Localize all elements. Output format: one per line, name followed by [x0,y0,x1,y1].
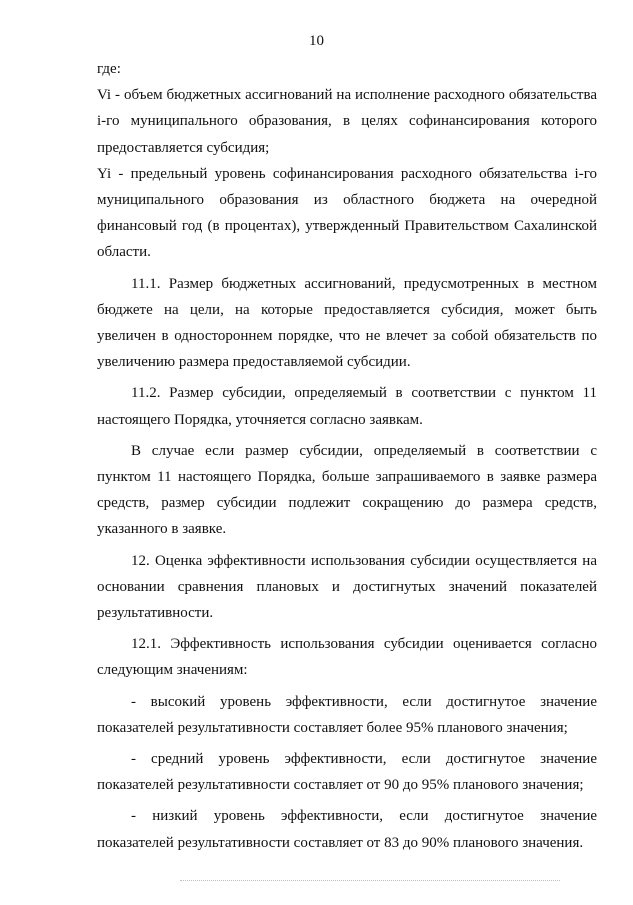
list-item-medium-efficiency: - средний уровень эффективности, если достигнутое значение показателей результативности составляет от 90 до 95% планового значения; [97,751,597,794]
paragraph-vi-definition: Vi - объем бюджетных ассигнований на исполнение расходного обязательства i-го муниципального образования, в целях софинансирования которого предоставляется субсидия; [97,87,597,156]
list-item-high-efficiency: - высокий уровень эффективности, если достигнутое значение показателей результативности составляет более 95% планового значения; [97,693,597,736]
document-body [97,56,597,856]
paragraph-12: 12. Оценка эффективности использования субсидии осуществляется на основании сравнения плановых и достигнутых значений показателей результативности. [97,552,597,622]
paragraph-11-2: 11.2. Размер субсидии, определяемый в соответствии с пунктом 11 настоящего Порядка, уточняется согласно заявкам. [97,385,597,428]
list-item-low-efficiency: - низкий уровень эффективности, если достигнутое значение показателей результативности составляет от 83 до 90% планового значения. [97,808,597,851]
page-number: 10 [309,33,324,49]
paragraph-where: где: [97,61,121,77]
paragraph-11-1: 11.1. Размер бюджетных ассигнований, предусмотренных в местном бюджете на цели, на которые предоставляется субсидия, может быть увеличен в одностороннем порядке, что не влечет за собой обязательств по увеличению размера предоставляемой субсидии. [97,275,597,371]
scan-artifact-line [180,880,560,881]
paragraph-yi-definition: Yi - предельный уровень софинансирования расходного обязательства i-го муниципального образования из областного бюджета на очередной финансовый год (в процентах), утвержденный Правительством Сахалинской области. [97,165,597,261]
paragraph-12-1: 12.1. Эффективность использования субсидии оценивается согласно следующим значениям: [97,636,597,679]
paragraph-reduction-case: В случае если размер субсидии, определяемый в соответствии с пунктом 11 настоящего Порядка, больше запрашиваемого в заявке размера средств, размер субсидии подлежит сокращению до размера средств, указанного в заявке. [97,442,597,538]
